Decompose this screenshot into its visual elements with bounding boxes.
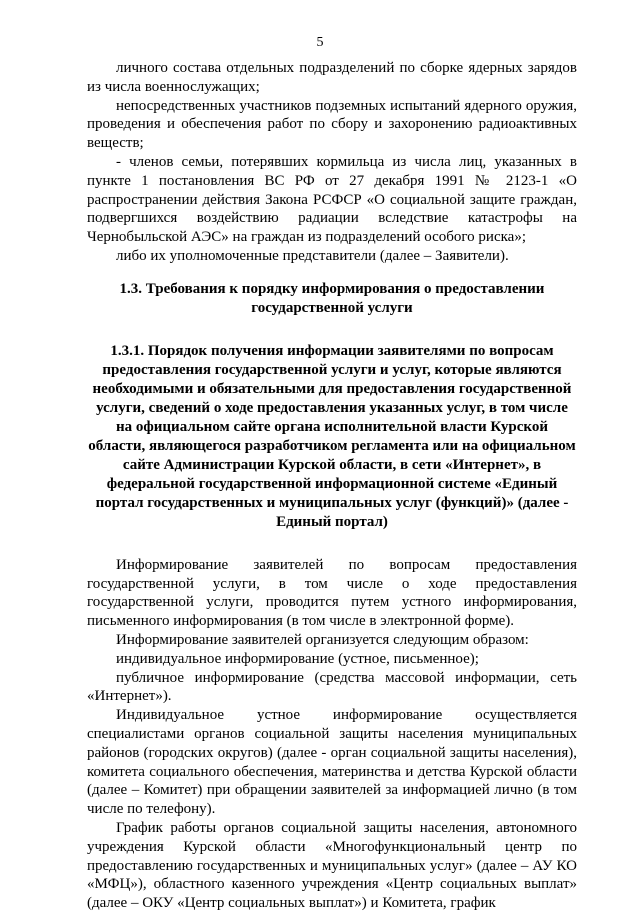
- paragraph: либо их уполномоченные представители (далее – Заявители).: [116, 247, 509, 264]
- paragraph: непосредственных участников подземных испытаний ядерного оружия, проведения и обеспечения работ по сбору и захоронению радиоактивных веществ;: [87, 97, 577, 152]
- paragraph: Индивидуальное устное информирование осуществляется специалистами органов социальной защиты населения муниципальных районов (городских округов) (далее - орган социальной защиты населения), комитета социального обеспечения, материнства и детства Курской области (далее – Комитет) при обращении заявителей за информацией лично (в том числе по телефону).: [87, 707, 577, 818]
- paragraph: График работы органов социальной защиты населения, автономного учреждения Курской области «Многофункциональный центр по предоставлению государственных и муниципальных услуг» (далее – АУ КО «МФЦ»), областного казенного учреждения «Центр социальных выплат» (далее – ОКУ «Центр социальных выплат») и Комитета, график: [87, 819, 577, 912]
- paragraph: Информирование заявителей по вопросам предоставления государственной услуги, в том числе о ходе предоставления государственной услуги, проводится путем устного информирования, письменного информирования (в том числе в электронной форме).: [87, 556, 577, 630]
- paragraph: - членов семьи, потерявших кормильца из числа лиц, указанных в пункте 1 постановления ВС РФ от 27 декабря 1991 № 2123-1 «О распространении действия Закона РСФСР «О социальной защите граждан, подвергшихся воздействию радиации вследствие катастрофы на Чернобыльской АЭС» на граждан из подразделений особого риска»;: [87, 153, 577, 246]
- document-body: [87, 59, 577, 913]
- paragraph: индивидуальное информирование (устное, письменное);: [116, 650, 479, 667]
- paragraph: личного состава отдельных подразделений по сборке ядерных зарядов из числа военнослужащих;: [87, 60, 577, 95]
- page-number: 5: [316, 35, 324, 50]
- section-heading: 1.3. Требования к порядку информирования о предоставлении государственной услуги: [119, 280, 545, 316]
- subsection-heading: 1.3.1. Порядок получения информации заявителями по вопросам предоставления государственной услуги и услуг, которые являются необходимыми и обязательными для предоставления государственной услуги, сведений о ходе предоставления указанных услуг, в том числе на официальном сайте органа исполнительной власти Курской области, являющегося разработчиком регламента или на официальном сайте Администрации Курской области, в сети «Интернет», в федеральной государственной информационной системе «Единый портал государственных и муниципальных услуг (функций)» (далее - Единый портал): [88, 342, 576, 530]
- paragraph: Информирование заявителей организуется следующим образом:: [116, 631, 529, 648]
- paragraph: публичное информирование (средства массовой информации, сеть «Интернет»).: [87, 669, 577, 705]
